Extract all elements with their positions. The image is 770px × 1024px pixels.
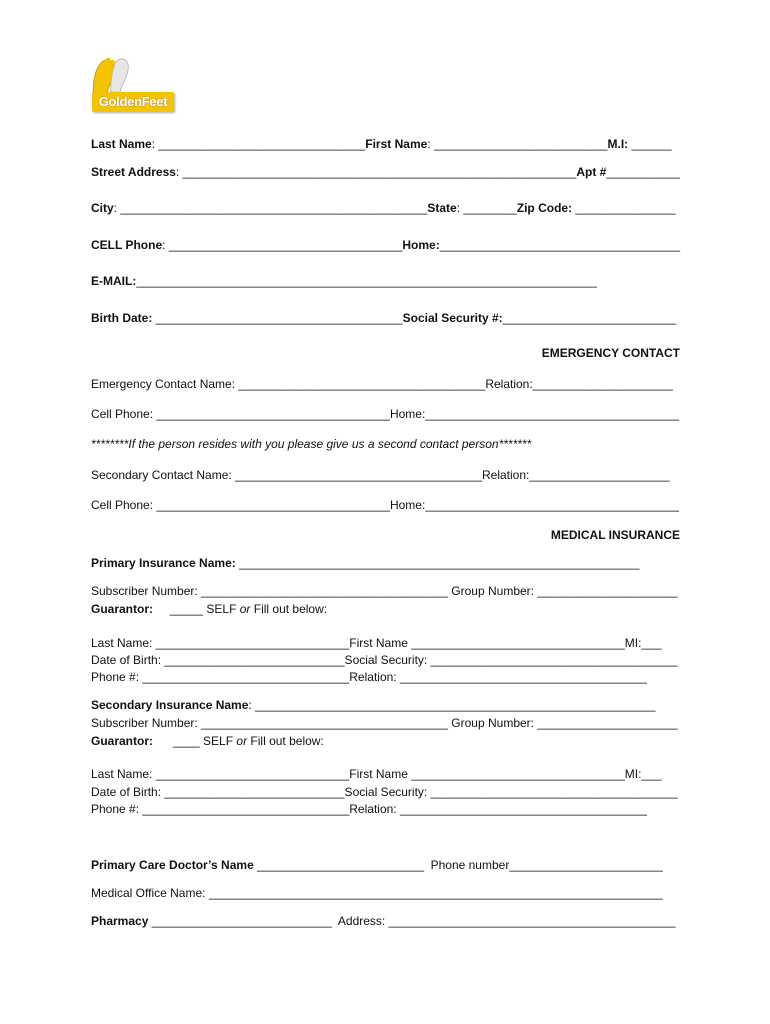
second-contact-note: ********If the person resides with you please give us a second contact person******* [91,437,532,451]
secondary-cell-field[interactable]: Cell Phone: ___________________________________Home:______________________________________ [91,498,679,512]
medical-insurance-heading: MEDICAL INSURANCE [550,528,680,542]
mi-field[interactable]: ______ [628,137,672,151]
secondary-contact-field[interactable]: Secondary Contact Name: _____________________________________Relation:_____________________ [91,468,670,482]
state-field[interactable]: : ________ [456,201,517,215]
phone-row [91,238,680,253]
primary-insurance-label: Primary Insurance Name: [91,556,236,570]
apt-label: Apt # [576,165,607,179]
secondary-insurance-label: Secondary Insurance Name [91,698,249,712]
city-row [91,201,676,216]
email-field[interactable]: _____________________________________________________________________ [136,274,597,288]
email-row [91,274,597,289]
guarantor-dob-field[interactable]: Date of Birth: ___________________________Social Security: _____________________________________ [91,653,678,667]
golden-feet-logo-footprint-icon [86,56,178,122]
secondary-insurance-row [91,698,656,713]
pcp-row [91,858,663,873]
home-phone-field[interactable]: ____________________________________ [439,238,680,252]
guarantor-row-2 [91,734,324,749]
apt-field[interactable]: ___________ [606,165,680,179]
birth-date-label: Birth Date: [91,311,153,325]
street-row [91,165,680,180]
street-address-field[interactable]: : ___________________________________________________________ [175,165,577,179]
guarantor-fill-note-2: Fill out below: [247,734,324,748]
cell-phone-field[interactable]: : ___________________________________ [162,238,403,252]
guarantor2-dob-field[interactable]: Date of Birth: ___________________________Social Security: _____________________________________ [91,785,678,799]
pcp-label: Primary Care Doctor’s Name [91,858,254,872]
pharmacy-row [91,914,676,929]
state-label: State [427,201,457,215]
email-label: E-MAIL: [91,274,137,288]
guarantor-or: or [239,602,251,616]
last-name-label: Last Name [91,137,152,151]
emergency-contact-field[interactable]: Emergency Contact Name: _____________________________________Relation:_____________________ [91,377,673,391]
birth-date-field[interactable]: _____________________________________ [152,311,403,325]
guarantor-self-field-2[interactable]: ____ SELF [153,734,237,748]
pcp-field[interactable]: _________________________ Phone number_______________________ [253,858,663,872]
guarantor-fill-note: Fill out below: [250,602,328,616]
guarantor-self-field[interactable]: _____ SELF [153,602,240,616]
street-address-label: Street Address [91,165,176,179]
guarantor2-name-field[interactable]: Last Name: _____________________________First Name ________________________________MI:___ [91,767,662,781]
guarantor-or-2: or [236,734,248,748]
emergency-contact-heading: EMERGENCY CONTACT [541,346,680,360]
home-phone-label: Home: [402,238,440,252]
pharmacy-field[interactable]: ___________________________ Address: ___________________________________________ [148,914,676,928]
ssn-field[interactable]: __________________________ [502,311,677,325]
city-label: City [91,201,114,215]
guarantor-phone-field[interactable]: Phone #: _______________________________Relation: _____________________________________ [91,670,647,684]
secondary-insurance-field[interactable]: : ____________________________________________________________ [248,698,656,712]
subscriber-number-field-2[interactable]: Subscriber Number: _____________________________________ Group Number: _____________________ [91,716,678,730]
zip-field[interactable]: _______________ [572,201,676,215]
primary-insurance-row [91,556,640,571]
pharmacy-label: Pharmacy [91,914,149,928]
zip-label: Zip Code: [516,201,573,215]
first-name-field[interactable]: : __________________________ [427,137,608,151]
guarantor-row [91,602,327,617]
guarantor-label-2: Guarantor: [91,734,154,748]
medical-office-field[interactable]: Medical Office Name: ____________________________________________________________________ [91,886,663,900]
logo-wordmark: GoldenFeet [92,92,174,112]
guarantor2-phone-field[interactable]: Phone #: _______________________________Relation: _____________________________________ [91,802,647,816]
last-name-row [91,137,672,152]
first-name-label: First Name [365,137,428,151]
emergency-cell-field[interactable]: Cell Phone: ___________________________________Home:______________________________________ [91,407,679,421]
guarantor-label: Guarantor: [91,602,154,616]
guarantor-name-field[interactable]: Last Name: _____________________________First Name ________________________________MI:___ [91,636,662,650]
city-field[interactable]: : ______________________________________________ [113,201,428,215]
primary-insurance-field[interactable]: ____________________________________________________________ [235,556,640,570]
mi-label: M.I: [607,137,629,151]
subscriber-number-field[interactable]: Subscriber Number: _____________________________________ Group Number: _____________________ [91,584,678,598]
cell-phone-label: CELL Phone [91,238,163,252]
ssn-label: Social Security #: [402,311,503,325]
birth-row [91,311,676,326]
last-name-field[interactable]: : _______________________________ [151,137,366,151]
